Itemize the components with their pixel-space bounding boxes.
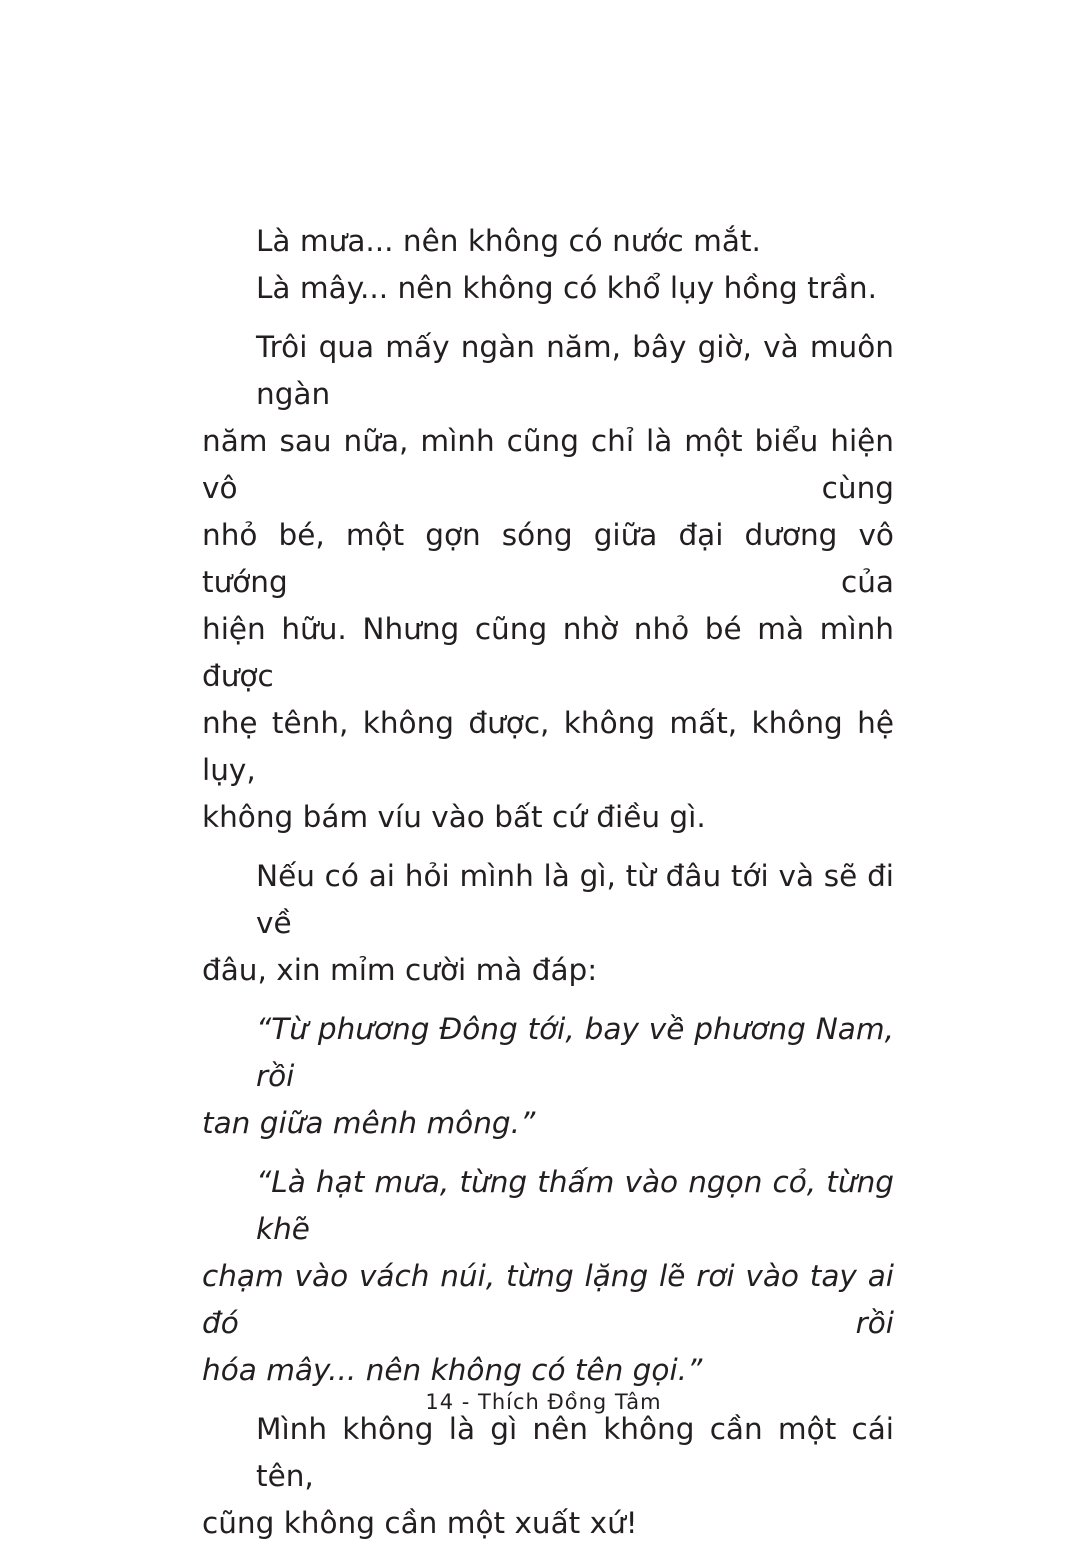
paragraph-1-line: không bám víu vào bất cứ điều gì. (202, 800, 706, 834)
verse-line-2: Là mây... nên không có khổ lụy hồng trần. (256, 271, 877, 305)
paragraph-3-line: Mình không là gì nên không cần một cái tên, (256, 1412, 894, 1493)
paragraph-1-line: nhẹ tênh, không được, không mất, không hệ lụy, (202, 706, 894, 787)
quote-2-line: hóa mây... nên không có tên gọi.” (202, 1353, 703, 1387)
page-body (202, 218, 894, 1547)
paragraph-1-line: năm sau nữa, mình cũng chỉ là một biểu hiện vô cùng (202, 424, 894, 505)
paragraph-1-line: Trôi qua mấy ngàn năm, bây giờ, và muôn ngàn (256, 330, 894, 411)
page-footer: 14 - Thích Đồng Tâm (425, 1390, 662, 1414)
paragraph-3-line: cũng không cần một xuất xứ! (202, 1506, 638, 1540)
quote-2-line: “Là hạt mưa, từng thấm vào ngọn cỏ, từng khẽ (256, 1165, 894, 1246)
quote-1 (202, 1006, 894, 1147)
quote-1-line: tan giữa mênh mông.” (202, 1106, 536, 1140)
paragraph-1-line: hiện hữu. Nhưng cũng nhờ nhỏ bé mà mình được (202, 612, 894, 693)
paragraph-2 (202, 853, 894, 994)
paragraph-2-line: Nếu có ai hỏi mình là gì, từ đâu tới và sẽ đi về (256, 859, 894, 940)
quote-2-line: chạm vào vách núi, từng lặng lẽ rơi vào tay ai đó rồi (202, 1259, 894, 1340)
verse-line-1: Là mưa... nên không có nước mắt. (256, 224, 761, 258)
paragraph-2-line: đâu, xin mỉm cười mà đáp: (202, 953, 598, 987)
paragraph-3 (202, 1406, 894, 1547)
paragraph-1-line: nhỏ bé, một gợn sóng giữa đại dương vô tướng của (202, 518, 894, 599)
quote-1-line: “Từ phương Đông tới, bay về phương Nam, rồi (256, 1012, 894, 1093)
quote-2 (202, 1159, 894, 1394)
paragraph-1 (202, 324, 894, 841)
